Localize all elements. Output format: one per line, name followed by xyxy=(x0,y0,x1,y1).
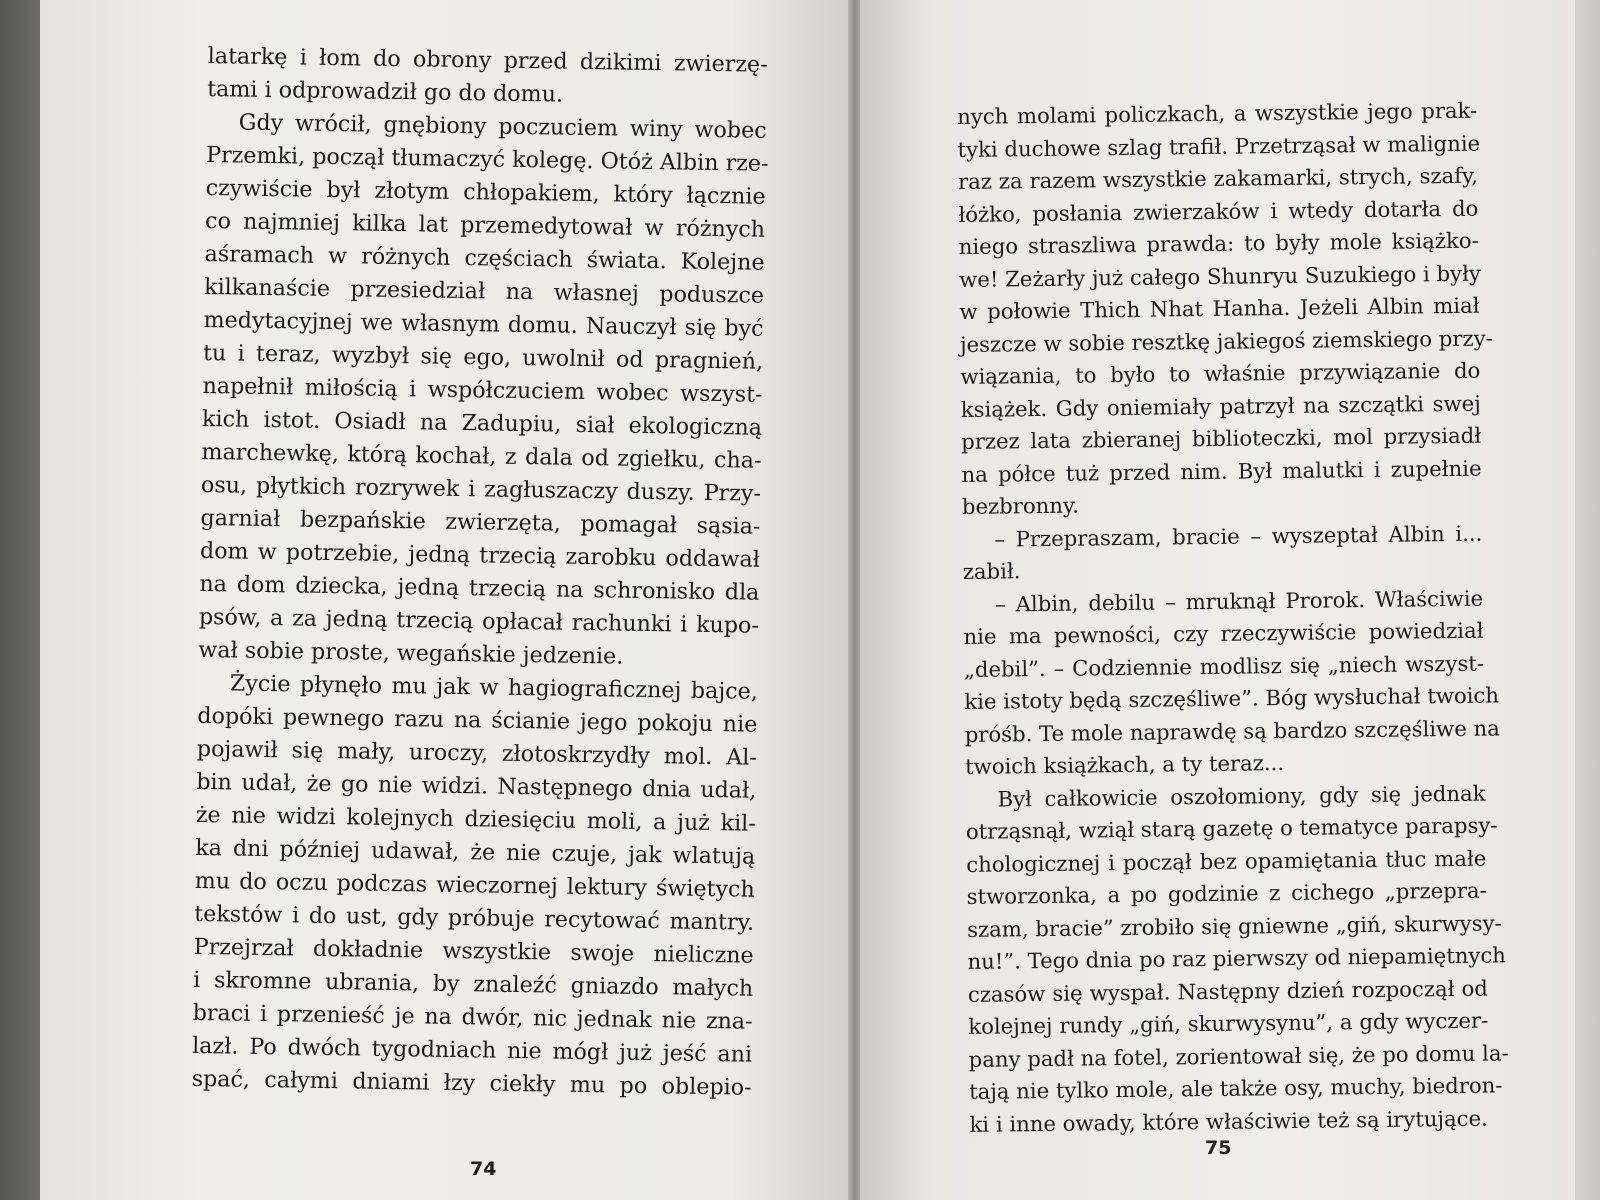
text-line: pojawił się mały, uroczy, złotoskrzydły mol. Al- xyxy=(196,735,757,771)
text-line: książek. Gdy oniemiały patrzył na szczątki swej xyxy=(960,390,1481,422)
text-line: Przejrzał dokładnie wszystkie swoje nieliczne xyxy=(193,933,754,969)
text-line: i skromne ubrania, by znaleźć gniazdo małych xyxy=(193,966,754,1002)
text-line: nie ma pewności, czy rzeczywiście powiedział xyxy=(963,617,1484,649)
text-line: ka dni później udawał, że nie czuje, jak wlatują xyxy=(195,834,756,870)
text-line: próśb. Te mole naprawdę są bardzo szczęśliwe na xyxy=(964,714,1500,747)
text-line: we! Zeżarły już całego Shunryu Suzukiego i były xyxy=(959,260,1482,292)
text-line: przez lata zbieranej biblioteczki, mol przysiadł xyxy=(961,422,1482,454)
text-line: bezbronny. xyxy=(961,492,1080,519)
text-line: mu do oczu podczas wieczornej lektury świętych xyxy=(194,867,755,903)
text-line: Przemki, począł tłumaczyć kolegę. Otóż Albin rze- xyxy=(205,141,769,177)
text-line: co najmniej kilka lat przemedytował w różnych xyxy=(204,207,766,243)
text-line: kilkanaście przesiedział na własnej poduszce xyxy=(203,273,765,309)
text-line: tają nie tylko mole, ale także osy, muchy, biedron- xyxy=(968,1072,1503,1104)
text-line: wał sobie proste, wegańskie jedzenie. xyxy=(198,636,624,670)
left-page-text xyxy=(191,40,768,1105)
page-number-left: 74 xyxy=(470,1158,497,1180)
text-line: na półce tuż przed nim. Był malutki i zupełnie xyxy=(961,455,1482,487)
text-line: lazł. Po dwóch tygodniach nie mógł już jeść ani xyxy=(191,1032,753,1068)
left-page xyxy=(40,0,855,1200)
text-line: spać, całymi dniami łzy ciekły mu po oblepio- xyxy=(191,1065,752,1101)
text-line: w połowie Thich Nhat Hanha. Jeżeli Albin miał xyxy=(959,292,1480,324)
text-line: latarkę i łom do obrony przed dzikimi zwierzę- xyxy=(207,42,768,78)
text-line: napełnił miłością i współczuciem wobec wszyst- xyxy=(202,372,763,408)
text-line: garniał bezpańskie zwierzęta, pomagał sąsia- xyxy=(200,504,761,540)
text-line: kie istoty będą szczęśliwe”. Bóg wysłuchał twoich xyxy=(964,682,1500,714)
text-line: ki i inne owady, które właściwie też są irytujące. xyxy=(969,1105,1488,1137)
text-line: czywiście był złotym chłopakiem, który łącznie xyxy=(205,174,766,210)
text-line: medytacyjnej we własnym domu. Nauczył się być xyxy=(203,306,764,342)
text-line: czasów się wyspał. Następny dzień rozpoczął od xyxy=(967,975,1489,1007)
text-line: – Albin, debilu – mruknął Prorok. Właściwie xyxy=(994,585,1484,617)
text-line: dom w potrzebie, jedną trzecią zarobku oddawał xyxy=(199,537,761,573)
text-line: raz za razem wszystkie zakamarki, strych, szafy, xyxy=(957,162,1479,194)
text-line: pany padł na fotel, zorientował się, że po domu la- xyxy=(968,1039,1509,1072)
text-line: braci i przenieść je na dwór, nic jednak nie zna- xyxy=(192,999,753,1035)
text-line: kolejnej rundy „giń, skurwysynu”, a gdy wyczer- xyxy=(968,1007,1489,1039)
text-line: dopóki pewnego razu na ścianie jego pokoju nie xyxy=(197,702,758,738)
text-line: psów, a za jedną trzecią opłacał rachunki i kupo- xyxy=(198,603,760,639)
text-line: kich istot. Osiadł na Zadupiu, siał ekologiczną xyxy=(201,405,763,441)
text-line: Gdy wrócił, gnębiony poczuciem winy wobec xyxy=(238,109,767,144)
text-line: stworzonka, a po godzinie z cichego „przepra- xyxy=(966,877,1487,909)
text-line: nych molami policzkach, a wszystkie jego prak- xyxy=(957,97,1478,129)
text-line: zabił. xyxy=(962,558,1021,584)
text-line: marchewkę, którą kochał, z dala od zgiełku, cha- xyxy=(201,438,762,474)
text-line: niego straszliwa prawda: to były mole książko- xyxy=(958,227,1479,259)
right-page-text xyxy=(957,95,1509,1141)
text-line: chologicznej i począł bez opamiętania tłuc małe xyxy=(966,845,1487,877)
text-line: bin udał, że go nie widzi. Następnego dnia udał, xyxy=(196,768,757,804)
text-line: na dom dziecka, jedną trzecią na schronisko dla xyxy=(199,570,760,606)
text-line: „debil”. – Codziennie modlisz się „niech wszyst- xyxy=(963,650,1485,682)
text-line: otrząsnął, wziął starą gazetę o tematyce parapsy- xyxy=(965,812,1498,844)
text-line: tekstów i do ust, gdy próbuje recytować mantry. xyxy=(194,900,755,936)
text-line: wiązania, to było to właśnie przywiązanie do xyxy=(960,357,1481,389)
text-line: twoich książkach, a ty teraz... xyxy=(964,750,1285,779)
page-number-right: 75 xyxy=(1205,1137,1232,1159)
text-line: – Przepraszam, bracie – wyszeptał Albin i... xyxy=(994,520,1483,552)
text-line: Był całkowicie oszołomiony, gdy się jednak xyxy=(997,780,1486,812)
text-line: tu i teraz, wyzbył się ego, uwolnił od pragnień, xyxy=(202,339,764,375)
text-line: aśramach w różnych częściach świata. Kolejne xyxy=(204,240,765,276)
text-line: szam, bracie” zrobiło się gniewne „giń, skurwysy- xyxy=(966,909,1502,942)
text-line: jeszcze w sobie resztkę jakiegoś ziemskiego przy- xyxy=(959,324,1493,357)
text-line: tyki duchowe szlag trafił. Przetrząsał w malignie xyxy=(957,130,1481,162)
right-page xyxy=(860,0,1575,1200)
text-line: że nie widzi kolejnych dziesięciu moli, a już kil- xyxy=(195,801,756,837)
text-line: tami i odprowadził go do domu. xyxy=(207,75,564,108)
text-line: osu, płytkich rozrywek i zagłuszaczy duszy. Przy- xyxy=(200,471,762,507)
text-line: Życie płynęło mu jak w hagiograficznej bajce, xyxy=(229,670,759,705)
text-line: łóżko, posłania zwierzaków i wtedy dotarła do xyxy=(958,195,1479,227)
text-line: nu!”. Tego dnia po raz pierwszy od niepamiętnych xyxy=(967,942,1507,974)
